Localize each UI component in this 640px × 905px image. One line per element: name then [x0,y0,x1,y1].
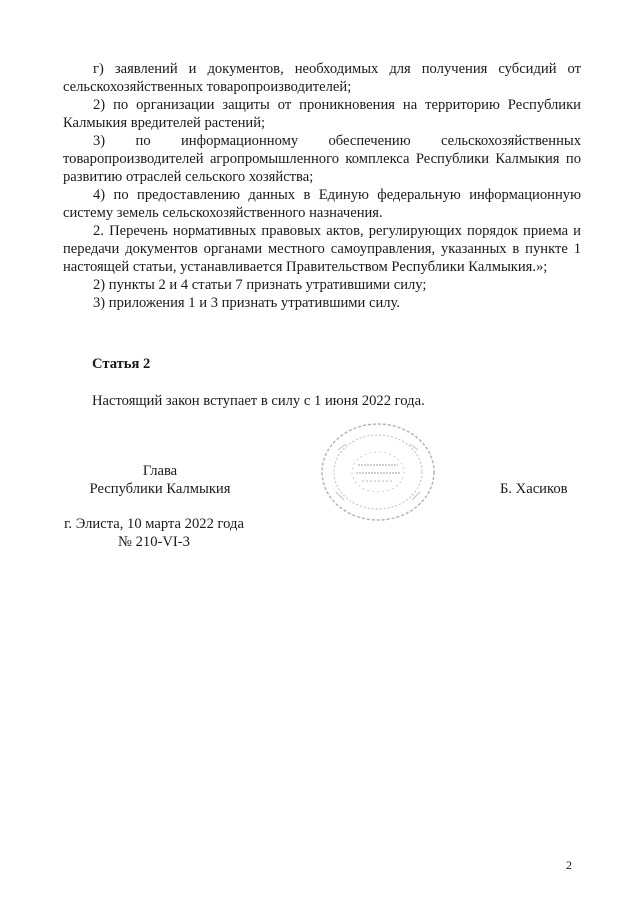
article-heading: Статья 2 [92,356,151,372]
signatory-title-line1: Глава [142,463,178,479]
law-number: № 210-VI-3 [118,534,190,550]
signatory-title [60,462,260,498]
signatory-name: Б. Хасиков [500,481,568,497]
law-body-text [63,60,581,312]
paragraph-normative-acts: 2. Перечень нормативных правовых актов, регулирующих порядок приема и передачи документов органами местного самоуправления, указанных в пункте 1 настоящей статьи, устанавливается Правительством Республики Калмыкия.»; [63,223,581,275]
signatory-title-line2: Республики Калмыкия [89,481,231,497]
paragraph-federal-system: 4) по предоставлению данных в Единую федеральную информационную систему земель сельскохозяйственного назначения. [63,187,581,221]
place-date-line: г. Элиста, 10 марта 2022 года [64,516,244,532]
paragraph-subsidy-documents: г) заявлений и документов, необходимых для получения субсидий от сельскохозяйственных товаропроизводителей; [63,61,581,95]
official-seal-stamp [318,420,438,525]
paragraph-plant-protection: 2) по организации защиты от проникновения на территорию Республики Калмыкия вредителей растений; [63,97,581,131]
page-number: 2 [566,858,572,872]
paragraph-article7-repeal: 2) пункты 2 и 4 статьи 7 признать утратившими силу; [93,277,427,293]
article-text: Настоящий закон вступает в силу с 1 июня 2022 года. [92,393,425,409]
paragraph-appendices-repeal: 3) приложения 1 и 3 признать утратившими силу. [93,295,401,311]
place-and-date [44,515,264,551]
paragraph-information-support: 3) по информационному обеспечению сельскохозяйственных товаропроизводителей агропромышленного комплекса Республики Калмыкия по развитию отраслей сельского хозяйства; [63,133,581,185]
